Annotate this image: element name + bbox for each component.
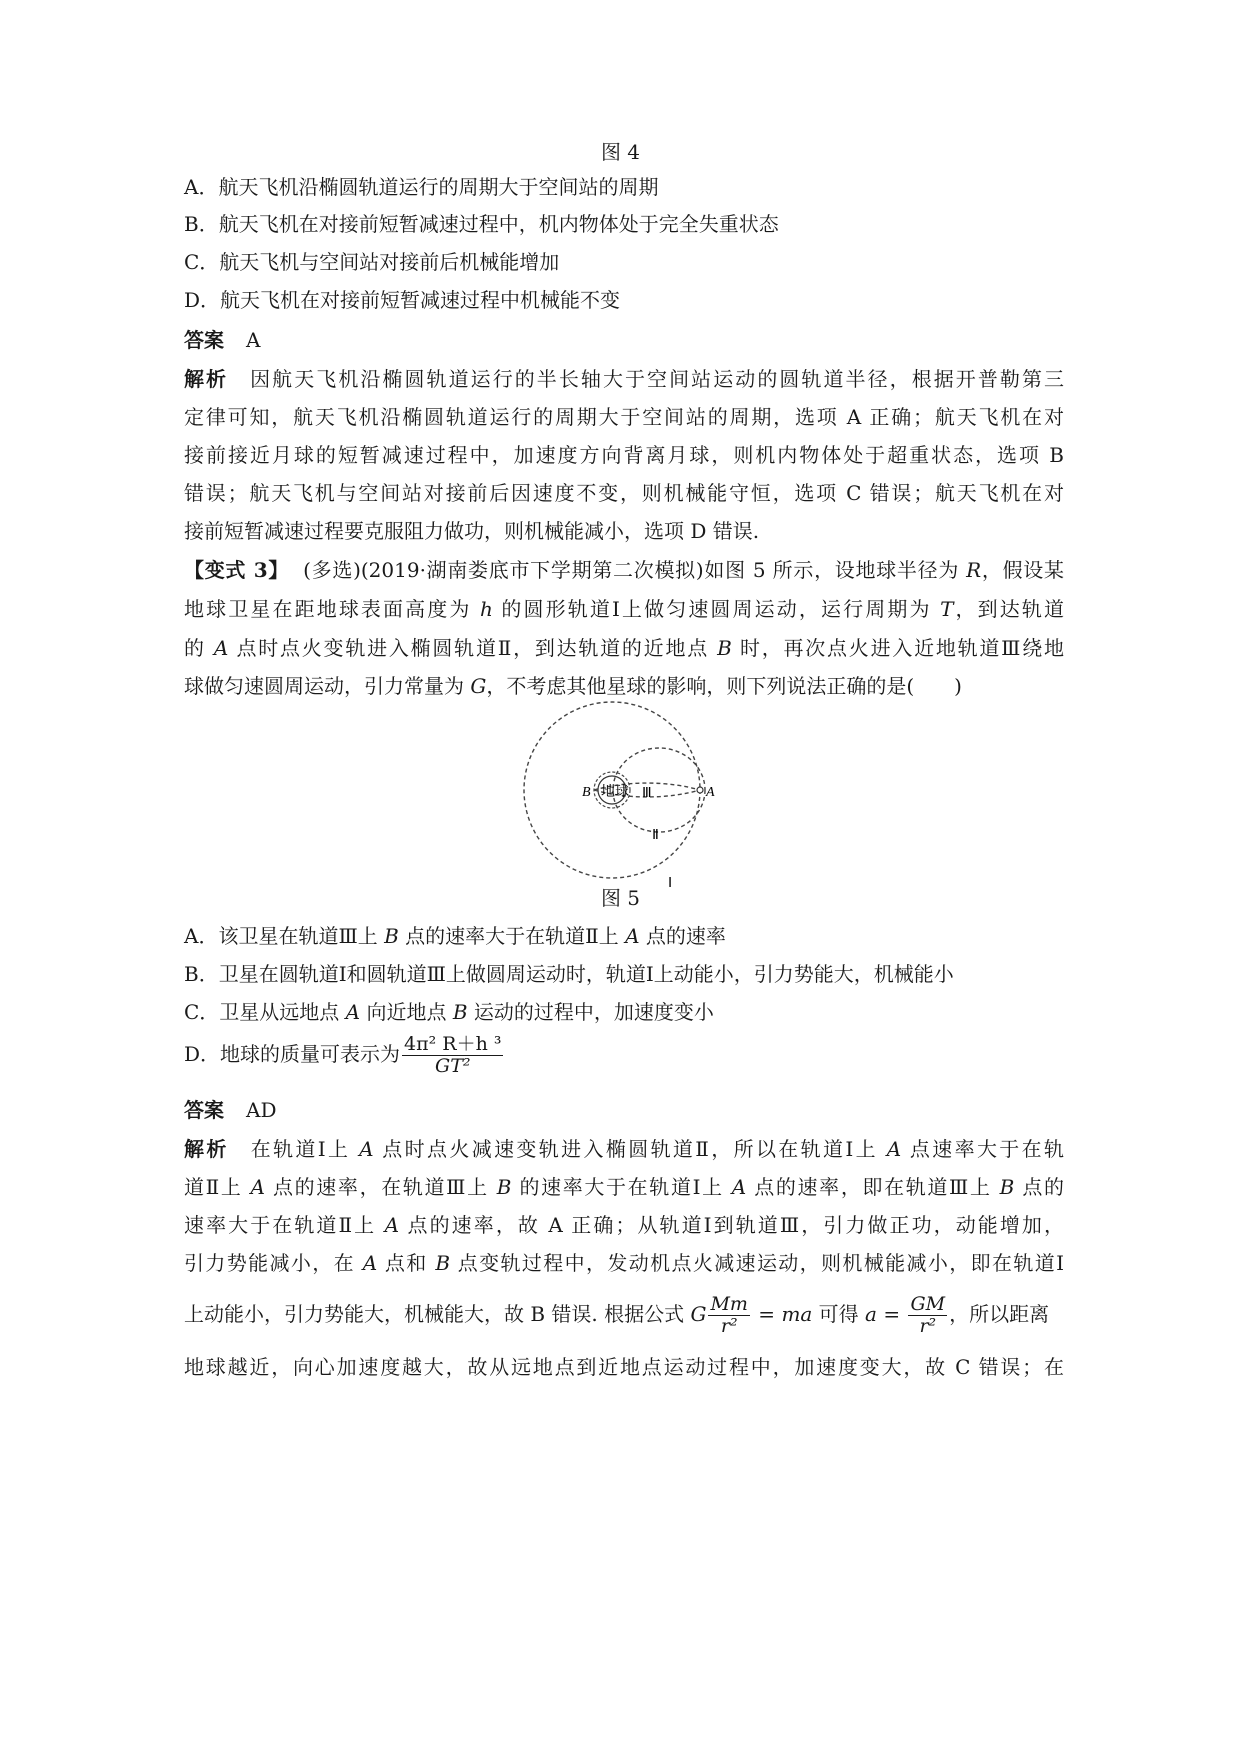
variant-3-line-1: 【变式 3】 (多选)(2019·湖南娄底市下学期第二次模拟)如图 5 所示，设地球半径为 R，假设某	[184, 558, 1065, 582]
option-a: A．航天飞机沿椭圆轨道运行的周期大于空间站的周期	[184, 175, 659, 199]
analysis-2-line-5: 上动能小，引力势能大，机械能大，故 B 错误. 根据公式 G $\frac{Mm}{\text{r²}}$ = ma 可得 a = $\frac{GM}{\text{r²}}$ ，所以距离	[184, 1293, 1050, 1337]
variant-3-line-2: 地球卫星在距地球表面高度为 h 的圆形轨道Ⅰ上做匀速圆周运动，运行周期为 T，到达轨道	[184, 597, 1065, 621]
figure-5-caption: 图 5	[600, 886, 641, 910]
variant-tag: 【变式 3】	[184, 558, 290, 582]
option-d: D．地球的质量可表示为 $\frac{\text{4π² R＋h ³}}{\text{GT²}}$	[184, 1033, 502, 1077]
option-b: B．卫星在圆轨道Ⅰ和圆轨道Ⅲ上做圆周运动时，轨道Ⅰ上动能小，引力势能大，机械能小	[184, 962, 954, 986]
analysis-2-line-2: 道Ⅱ上 A 点的速率，在轨道Ⅲ上 B 的速率大于在轨道Ⅰ上 A 点的速率，即在轨道Ⅲ上 B 点的	[184, 1175, 1064, 1199]
analysis-1-line-4: 错误；航天飞机与空间站对接前后因速度不变，则机械能守恒，选项 C 错误；航天飞机在对	[184, 481, 1064, 505]
answer-value: A	[246, 328, 261, 352]
analysis-1-line-2: 定律可知，航天飞机沿椭圆轨道运行的周期大于空间站的周期，选项 A 正确；航天飞机在对	[184, 405, 1064, 429]
analysis-1-line-3: 接前接近月球的短暂减速过程中，加速度方向背离月球，则机内物体处于超重状态，选项 B	[184, 443, 1064, 467]
answer-label: 答案	[184, 328, 224, 352]
analysis-1-line-5: 接前短暂减速过程要克服阻力做功，则机械能减小，选项 D 错误.	[184, 519, 760, 543]
analysis-2-line-6: 地球越近，向心加速度越大，故从远地点到近地点运动过程中，加速度变大，故 C 错误；在	[184, 1355, 1064, 1379]
variant-3-line-3: 的 A 点时点火变轨进入椭圆轨道Ⅱ，到达轨道的近地点 B 时，再次点火进入近地轨道Ⅲ绕地	[184, 636, 1065, 660]
analysis-label: 解析	[184, 1137, 229, 1161]
analysis-label: 解析	[184, 367, 229, 391]
figure-4-caption: 图 4	[600, 140, 641, 164]
answer-value: AD	[246, 1098, 277, 1122]
mass-fraction: $\frac{\text{4π² R＋h ³}}{\text{GT²}}$	[404, 1033, 502, 1077]
answer-label: 答案	[184, 1098, 224, 1122]
analysis-1-line-1: 解析 因航天飞机沿椭圆轨道运行的半长轴大于空间站运动的圆轨道半径，根据开普勒第三	[184, 367, 1065, 391]
option-c: C．航天飞机与空间站对接前后机械能增加	[184, 250, 560, 274]
option-b: B．航天飞机在对接前短暂减速过程中，机内物体处于完全失重状态	[184, 212, 779, 236]
orbit-3-label: Ⅲ	[642, 786, 652, 801]
point-b-label: B	[582, 785, 591, 800]
acceleration-fraction: $\frac{GM}{\text{r²}}$	[910, 1293, 946, 1337]
answer-2	[184, 1098, 1064, 1122]
point-a-label: A	[706, 785, 715, 800]
option-c: C．卫星从远地点 A 向近地点 B 运动的过程中，加速度变小	[184, 1000, 714, 1024]
analysis-2-line-4: 引力势能减小，在 A 点和 B 点变轨过程中，发动机点火减速运动，则机械能减小，即在轨道Ⅰ	[184, 1251, 1065, 1275]
orbit-2-label: Ⅱ	[652, 828, 659, 843]
analysis-2-line-1: 解析 在轨道Ⅰ上 A 点时点火减速变轨进入椭圆轨道Ⅱ，所以在轨道Ⅰ上 A 点速率大于在轨	[184, 1137, 1065, 1161]
gravity-fraction: $\frac{Mm}{\text{r²}}$	[710, 1293, 748, 1337]
earth-label: 地球	[601, 785, 629, 800]
option-d: D．航天飞机在对接前短暂减速过程中机械能不变	[184, 288, 621, 312]
analysis-2-line-3: 速率大于在轨道Ⅱ上 A 点的速率，故 A 正确；从轨道Ⅰ到轨道Ⅲ，引力做正功，动能增加，	[184, 1213, 1064, 1237]
option-a: A．该卫星在轨道Ⅲ上 B 点的速率大于在轨道Ⅱ上 A 点的速率	[184, 924, 726, 948]
variant-3-line-4: 球做匀速圆周运动，引力常量为 G，不考虑其他星球的影响，则下列说法正确的是( )	[184, 674, 962, 698]
point-a-dot	[697, 787, 703, 793]
orbit-1-label: Ⅰ	[668, 876, 673, 891]
